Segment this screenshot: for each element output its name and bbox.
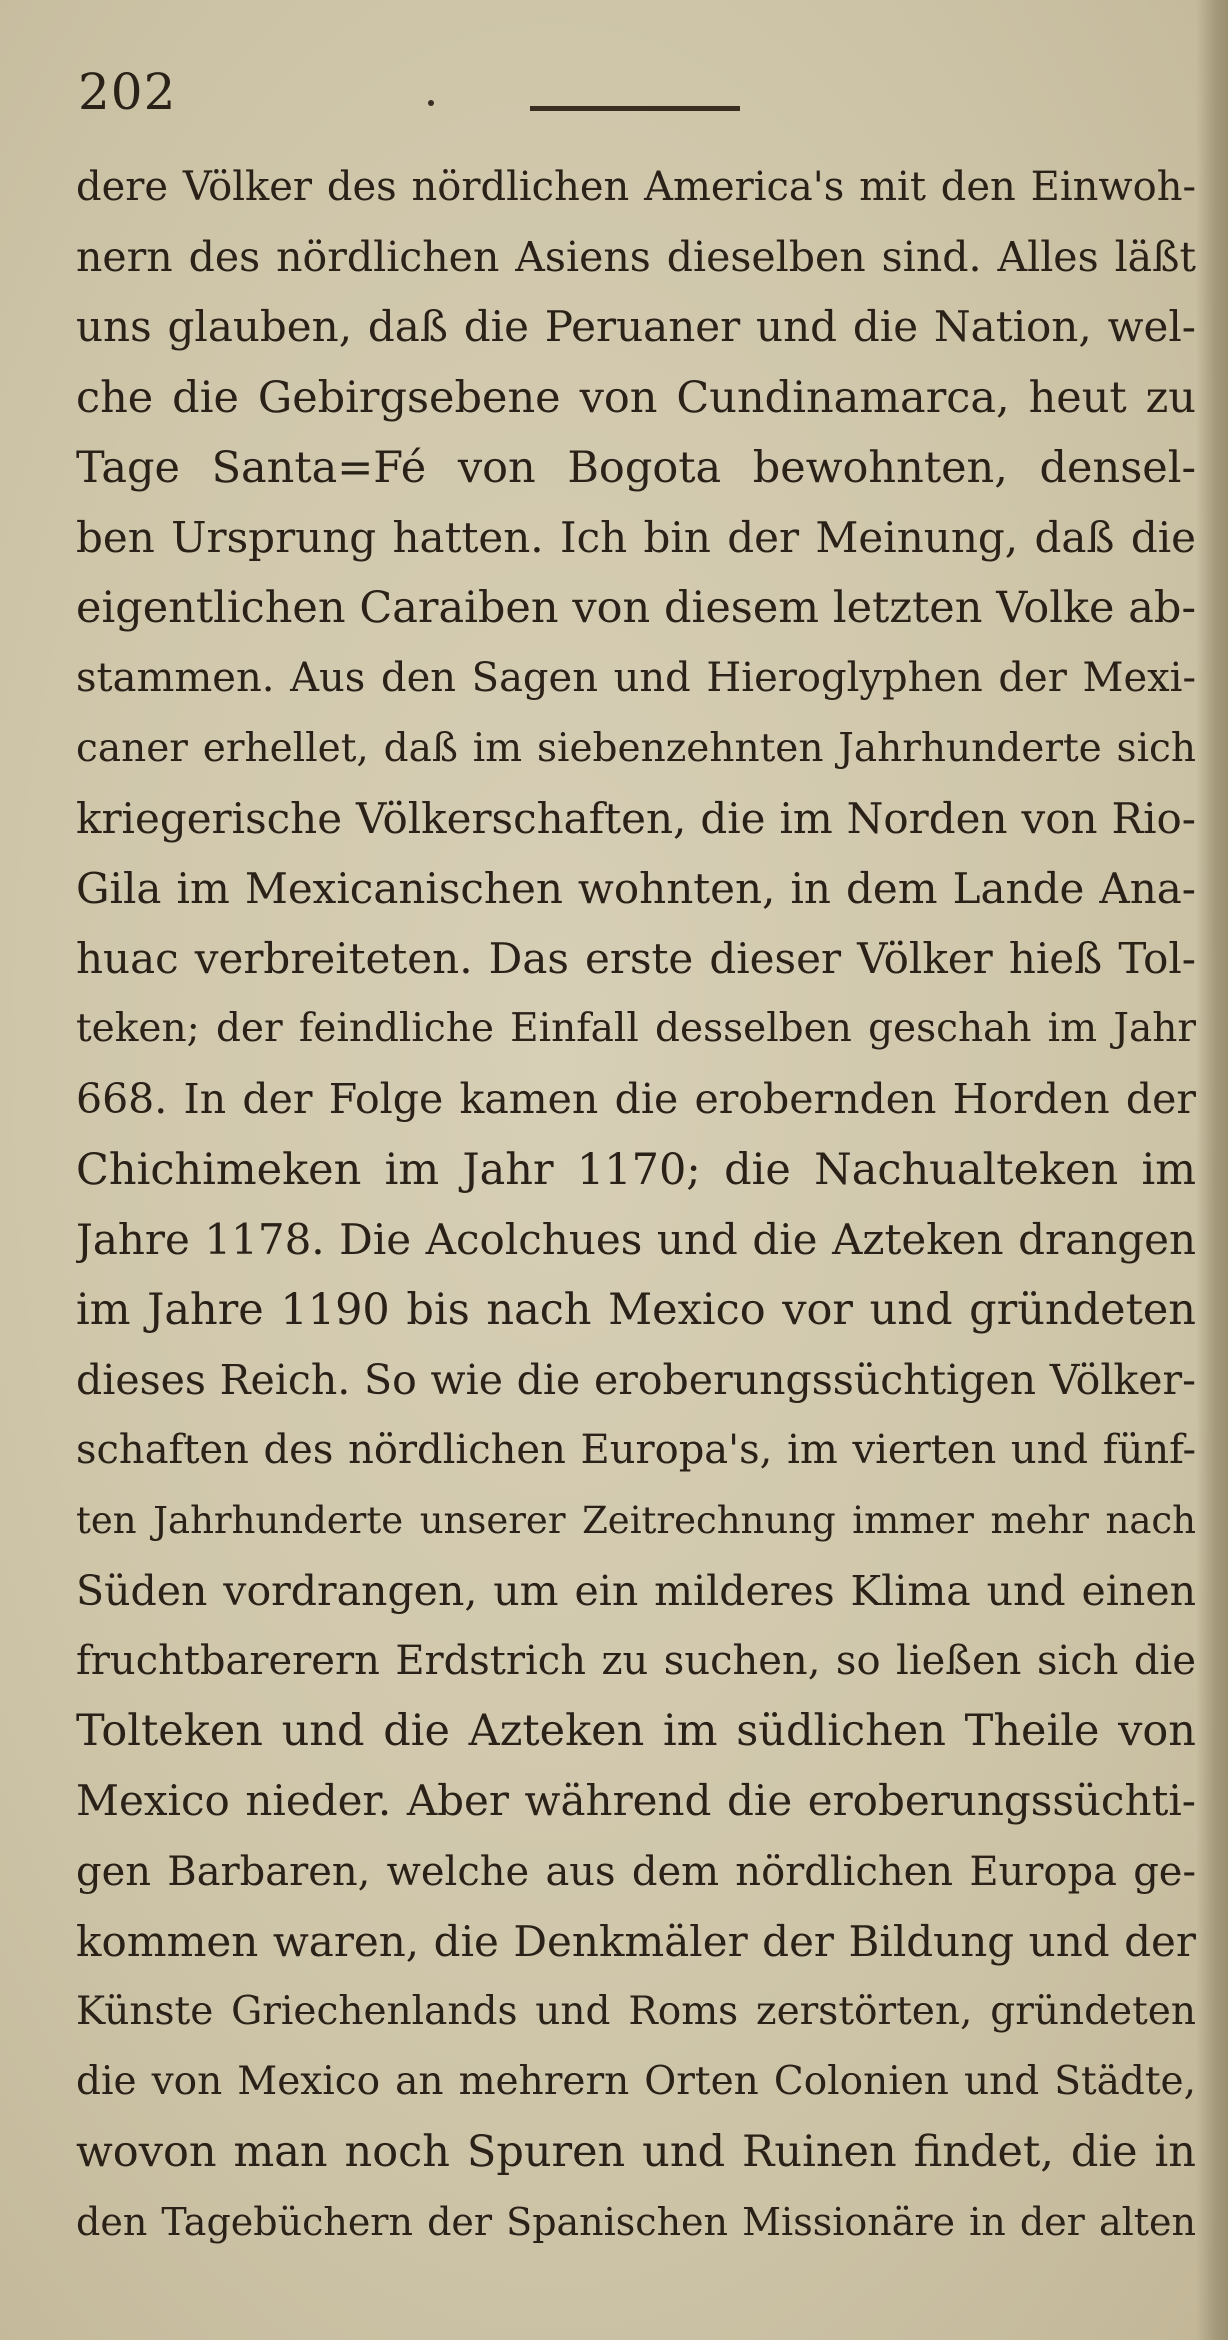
text-line: Süden vordrangen, um ein milderes Klima und einen <box>76 1566 1196 1615</box>
text-line: gen Barbaren, welche aus dem nördlichen Europa ge- <box>76 1848 1196 1895</box>
header-dot <box>428 100 434 106</box>
text-line: huac verbreiteten. Das erste dieser Völker hieß Tol- <box>76 934 1196 984</box>
text-line: Künste Griechenlands und Roms zerstörten, gründeten <box>76 1988 1196 2034</box>
text-line: Tolteken und die Azteken im südlichen Theile von <box>76 1706 1196 1757</box>
text-line: stammen. Aus den Sagen und Hieroglyphen der Mexi- <box>76 655 1196 702</box>
text-line: im Jahre 1190 bis nach Mexico vor und gründeten <box>76 1285 1196 1335</box>
text-line: kriegerische Völkerschaften, die im Norden von Rio- <box>76 793 1196 843</box>
page-number: 202 <box>78 63 177 121</box>
text-line: dere Völker des nördlichen America's mit den Einwoh- <box>76 164 1196 210</box>
body-text <box>76 152 1196 2258</box>
page-edge-shadow <box>1196 0 1228 2340</box>
text-line: Mexico nieder. Aber während die eroberungssüchti- <box>76 1776 1196 1826</box>
text-line: kommen waren, die Denkmäler der Bildung und der <box>76 1916 1196 1966</box>
text-line: den Tagebüchern der Spanischen Missionäre in der alten <box>76 2200 1196 2245</box>
text-line: Jahre 1178. Die Acolchues und die Azteken drangen <box>76 1214 1196 1264</box>
text-line: Chichimeken im Jahr 1170; die Nachualteken im <box>76 1144 1196 1195</box>
text-line: che die Gebirgsebene von Cundinamarca, heut zu <box>76 372 1196 423</box>
text-line: nern des nördlichen Asiens dieselben sind. Alles läßt <box>76 233 1196 282</box>
text-line: fruchtbarerern Erdstrich zu suchen, so ließen sich die <box>76 1637 1196 1684</box>
text-line: schaften des nördlichen Europa's, im vierten und fünf- <box>76 1427 1196 1474</box>
text-line: teken; der feindliche Einfall desselben geschah im Jahr <box>76 1006 1196 1052</box>
text-line: dieses Reich. So wie die eroberungssüchtigen Völker- <box>76 1356 1196 1405</box>
text-line: Tage Santa=Fé von Bogota bewohnten, densel- <box>76 442 1196 493</box>
header-rule <box>530 106 740 111</box>
text-line: ben Ursprung hatten. Ich bin der Meinung, daß die <box>76 512 1196 562</box>
text-line: eigentlichen Caraiben von diesem letzten Volke ab- <box>76 583 1196 634</box>
text-line: 668. In der Folge kamen die erobernden Horden der <box>76 1075 1196 1124</box>
text-line: caner erhellet, daß im siebenzehnten Jahrhunderte sich <box>76 725 1196 771</box>
text-line: die von Mexico an mehrern Orten Colonien und Städte, <box>76 2059 1196 2105</box>
text-line: Gila im Mexicanischen wohnten, in dem Lande Ana- <box>76 863 1196 913</box>
text-line: uns glauben, daß die Peruaner und die Nation, wel- <box>76 302 1196 352</box>
text-line: ten Jahrhunderte unserer Zeitrechnung immer mehr nach <box>76 1498 1196 1542</box>
text-line: wovon man noch Spuren und Ruinen findet, die in <box>76 2127 1196 2178</box>
